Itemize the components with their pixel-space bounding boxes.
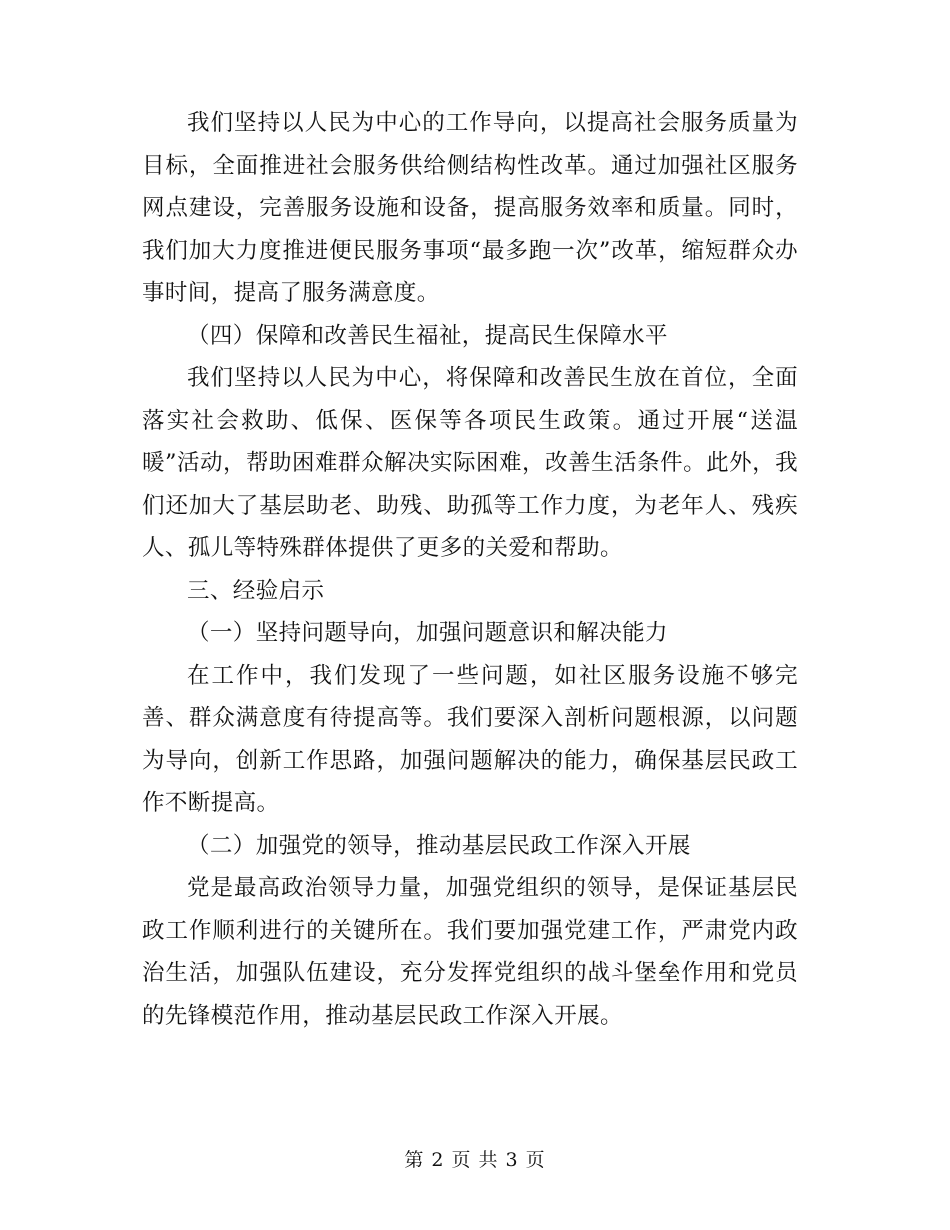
paragraph-problem-orientation: 在工作中，我们发现了一些问题，如社区服务设施不够完善、群众满意度有待提高等。我们要深入剖析问题根源，以问题为导向，创新工作思路，加强问题解决的能力，确保基层民政工作不断提高。 xyxy=(142,662,798,816)
paragraph-livelihood-welfare: 我们坚持以人民为中心，将保障和改善民生放在首位，全面落实社会救助、低保、医保等各项民生政策。通过开展“送温暖”活动，帮助困难群众解决实际困难，改善生活条件。此外，我们还加大了基层助老、助残、助孤等工作力度，为老年人、残疾人、孤儿等特殊群体提供了更多的关爱和帮助。 xyxy=(142,365,798,561)
paragraph-service-quality: 我们坚持以人民为中心的工作导向，以提高社会服务质量为目标，全面推进社会服务供给侧结构性改革。通过加强社区服务网点建设，完善服务设施和设备，提高服务效率和质量。同时，我们加大力度推进便民服务事项“最多跑一次”改革，缩短群众办事时间，提高了服务满意度。 xyxy=(142,110,798,306)
paragraph-party-leadership: 党是最高政治领导力量，加强党组织的领导，是保证基层民政工作顺利进行的关键所在。我们要加强党建工作，严肃党内政治生活，加强队伍建设，充分发挥党组织的战斗堡垒作用和党员的先锋模范作用，推动基层民政工作深入开展。 xyxy=(142,875,798,1029)
heading-livelihood-welfare: （四）保障和改善民生福祉，提高民生保障水平 xyxy=(187,322,668,349)
document-body xyxy=(142,102,798,1037)
page-number-footer: 第 2 页 共 3 页 xyxy=(404,1149,546,1171)
heading-party-leadership: （二）加强党的领导，推动基层民政工作深入开展 xyxy=(187,832,691,859)
heading-experience-insights: 三、经验启示 xyxy=(187,577,325,604)
heading-problem-orientation: （一）坚持问题导向，加强问题意识和解决能力 xyxy=(187,620,668,646)
